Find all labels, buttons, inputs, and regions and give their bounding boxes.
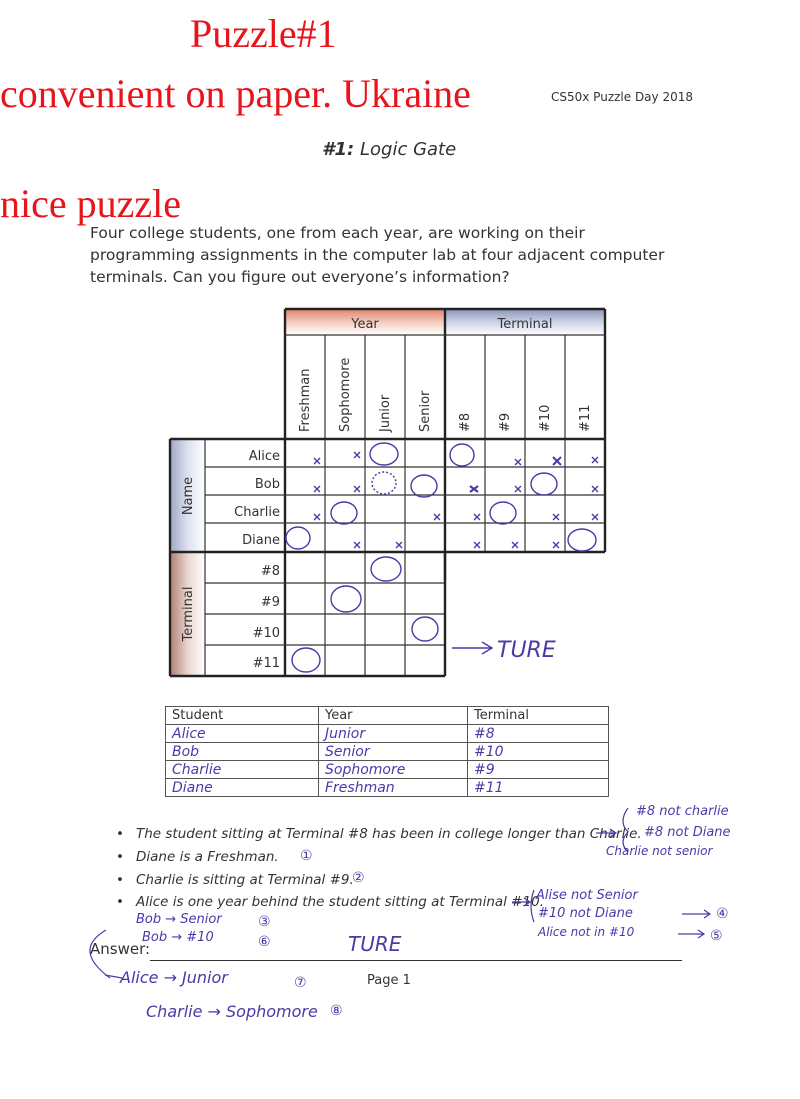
note-bob-10: Bob → #10 [142, 930, 214, 945]
row-alice: Alice [248, 449, 280, 464]
row-t10: #10 [252, 626, 280, 641]
answer-line [150, 960, 682, 961]
solution-row [166, 779, 609, 797]
answer-label: Answer: [90, 940, 151, 958]
note-circle-6: ⑥ [258, 934, 271, 950]
note-8-not-charlie: #8 not charlie [636, 804, 729, 819]
row-bob: Bob [254, 477, 280, 492]
cell-student: Alice [166, 725, 319, 743]
ture-note-2: TURE [348, 932, 402, 956]
note-circle-4: ④ [716, 906, 729, 922]
col-senior: Senior [418, 390, 433, 432]
solution-row [166, 761, 609, 779]
row-t11: #11 [252, 656, 280, 671]
header-student: Student [166, 707, 319, 725]
cell-year: Freshman [319, 779, 468, 797]
col-t8: #8 [458, 412, 473, 432]
note-charlie-sophomore: Charlie → Sophomore [146, 1002, 318, 1021]
overlay-title: Puzzle#1 [190, 11, 337, 56]
row-diane: Diane [242, 533, 280, 548]
row-t8: #8 [260, 564, 280, 579]
note-alice-not-10: Alice not in #10 [538, 925, 635, 939]
note-charlie-not-senior: Charlie not senior [606, 844, 713, 858]
overlay-comment: nice puzzle [0, 181, 181, 226]
solution-row [166, 725, 609, 743]
clue-1: • The student sitting at Terminal #8 has been in college longer than Charlie. [116, 826, 642, 842]
header-terminal: Terminal [468, 707, 609, 725]
note-circle-1: ① [300, 848, 313, 864]
note-10-not-diane: #10 not Diane [538, 906, 633, 921]
clue-3: • Charlie is sitting at Terminal #9. [116, 872, 354, 888]
cell-year: Senior [319, 743, 468, 761]
row-t9: #9 [260, 595, 280, 610]
solution-header-row [166, 707, 609, 725]
terminal-group-label: Terminal [497, 317, 553, 332]
name-group-label: Name [181, 476, 196, 516]
note-alise-not-senior: Alise not Senior [536, 888, 638, 903]
cell-student: Bob [166, 743, 319, 761]
header-year: Year [319, 707, 468, 725]
intro-paragraph: Four college students, one from each year, are working on their programming assignments in the computer lab at four adjacent computer terminals. Can you figure out everyone’s information? [90, 224, 665, 286]
col-junior: Junior [378, 394, 393, 432]
note-alice-junior: Alice → Junior [120, 968, 228, 987]
note-8-not-diane: #8 not Diane [644, 825, 731, 840]
cell-terminal: #11 [468, 779, 609, 797]
col-t11: #11 [578, 404, 593, 432]
cell-year: Junior [319, 725, 468, 743]
note-circle-3: ③ [258, 914, 271, 930]
note-circle-7: ⑦ [294, 975, 307, 991]
ture-note: TURE [497, 638, 556, 663]
grid-lines [170, 309, 605, 676]
clue-1-text: The student sitting at Terminal #8 has been in college longer than Charlie. [136, 826, 642, 842]
page-number: Page 1 [367, 973, 411, 988]
note-circle-5: ⑤ [710, 928, 723, 944]
clue-3-text: Charlie is sitting at Terminal #9. [136, 872, 354, 888]
cell-terminal: #9 [468, 761, 609, 779]
note-circle-2: ② [352, 870, 365, 886]
cell-student: Diane [166, 779, 319, 797]
col-freshman: Freshman [298, 368, 313, 432]
year-group-label: Year [351, 317, 379, 332]
puzzle-number: #1: [322, 139, 355, 160]
overlay-caption: convenient on paper. Ukraine [0, 71, 471, 116]
row-labels [234, 449, 280, 671]
event-header: CS50x Puzzle Day 2018 [551, 90, 693, 104]
terminal-row-group-label: Terminal [181, 586, 196, 642]
cell-student: Charlie [166, 761, 319, 779]
clue-2-text: Diane is a Freshman. [136, 849, 279, 865]
solution-row [166, 743, 609, 761]
clue-4-text: Alice is one year behind the student sitting at Terminal #10. [136, 894, 544, 910]
clue-4: • Alice is one year behind the student sitting at Terminal #10. [116, 894, 544, 910]
cell-terminal: #8 [468, 725, 609, 743]
row-charlie: Charlie [234, 505, 280, 520]
puzzle-name: Logic Gate [359, 139, 457, 160]
col-t10: #10 [538, 404, 553, 432]
note-circle-8: ⑧ [330, 1003, 343, 1019]
col-t9: #9 [498, 412, 513, 432]
cell-year: Sophomore [319, 761, 468, 779]
cell-terminal: #10 [468, 743, 609, 761]
clue-2: • Diane is a Freshman. [116, 849, 279, 865]
solution-table [165, 706, 609, 797]
note-bob-senior: Bob → Senior [136, 912, 222, 927]
col-sophomore: Sophomore [338, 357, 353, 432]
